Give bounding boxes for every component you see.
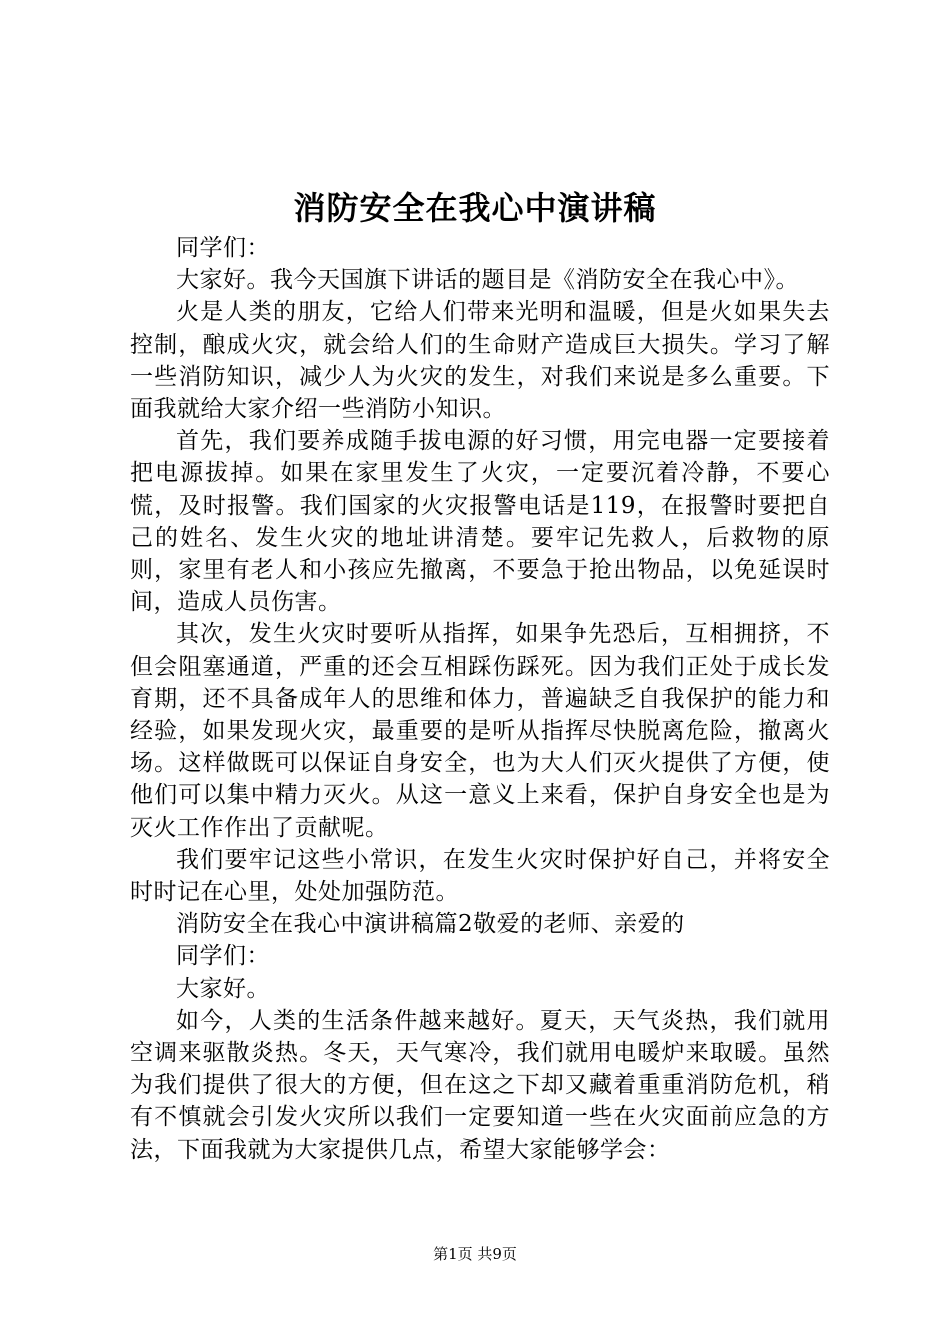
greeting-paragraph: 同学们：: [176, 943, 270, 970]
body-paragraph: 其次，发生火灾时要听从指挥，如果争先恐后，互相拥挤，不但会阻塞通道，严重的还会互相踩伤踩死。因为我们正处于成长发育期，还不具备成年人的思维和体力，普遍缺乏自我保护的能力和经验，如果发现火灾，最重要的是听从指挥尽快脱离危险，撤离火场。这样做既可以保证自身安全，也为大人们灭火提供了方便，使他们可以集中精力灭火。从这一意义上来看，保护自身安全也是为灭火工作作出了贡献呢。: [130, 621, 830, 841]
body-paragraph: 如今，人类的生活条件越来越好。夏天，天气炎热，我们就用空调来驱散炎热。冬天，天气寒冷，我们就用电暖炉来取暖。虽然为我们提供了很大的方便，但在这之下却又藏着重重消防危机，稍有不慎就会引发火灾所以我们一定要知道一些在火灾面前应急的方法，下面我就为大家提供几点，希望大家能够学会：: [130, 1007, 830, 1163]
greeting-paragraph: 大家好。: [176, 975, 270, 1002]
body-paragraph: 我们要牢记这些小常识，在发生火灾时保护好自己，并将安全时时记在心里，处处加强防范。: [130, 846, 830, 906]
opening-paragraph: 大家好。我今天国旗下讲话的题目是《消防安全在我心中》。: [176, 267, 799, 294]
document-title: 消防安全在我心中演讲稿: [293, 189, 657, 227]
greeting-paragraph: 同学们：: [176, 235, 270, 261]
document-body: [130, 232, 830, 1166]
body-paragraph: 火是人类的朋友，它给人们带来光明和温暖，但是火如果失去控制，酿成火灾，就会给人们的生命财产造成巨大损失。学习了解一些消防知识，减少人为火灾的发生，对我们来说是多么重要。下面我就给大家介绍一些消防小知识。: [130, 299, 830, 423]
section-heading-paragraph: 消防安全在我心中演讲稿篇2敬爱的老师、亲爱的: [176, 911, 685, 938]
body-paragraph: 首先，我们要养成随手拔电源的好习惯，用完电器一定要接着把电源拔掉。如果在家里发生了火灾，一定要沉着冷静，不要心慌，及时报警。我们国家的火灾报警电话是119，在报警时要把自己的姓名、发生火灾的地址讲清楚。要牢记先救人，后救物的原则，家里有老人和小孩应先撤离，不要急于抢出物品，以免延误时间，造成人员伤害。: [130, 428, 830, 616]
page-footer: 第1页 共9页: [433, 1245, 517, 1263]
